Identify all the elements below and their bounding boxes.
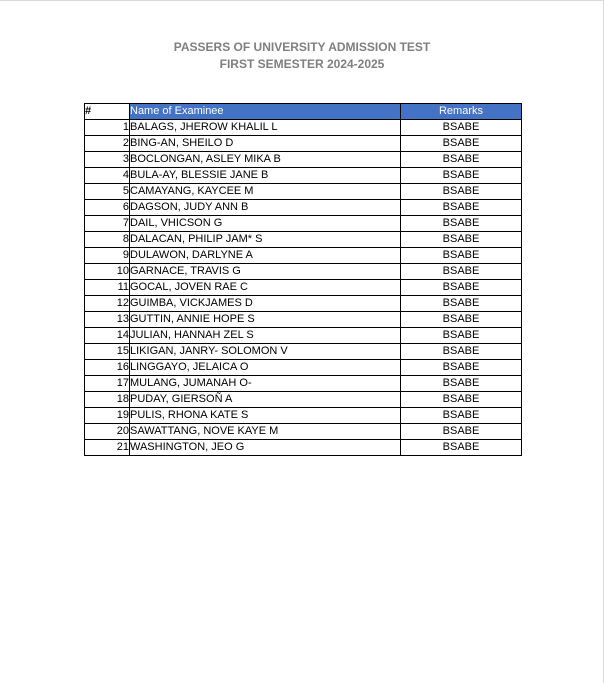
row-number: 18	[85, 392, 130, 408]
examinee-name: WASHINGTON, JEO G	[130, 440, 401, 456]
examinee-name: BULA-AY, BLESSIE JANE B	[130, 168, 401, 184]
row-number: 4	[85, 168, 130, 184]
examinee-remarks: BSABE	[401, 280, 522, 296]
examinee-name: GUTTIN, ANNIE HOPE S	[130, 312, 401, 328]
examinee-remarks: BSABE	[401, 200, 522, 216]
page-top-border	[0, 0, 604, 1]
table-row	[85, 360, 522, 376]
examinee-remarks: BSABE	[401, 264, 522, 280]
table-row	[85, 328, 522, 344]
table-row	[85, 424, 522, 440]
examinee-remarks: BSABE	[401, 328, 522, 344]
row-number: 13	[85, 312, 130, 328]
examinee-remarks: BSABE	[401, 424, 522, 440]
examinee-name: GARNACE, TRAVIS G	[130, 264, 401, 280]
examinee-name: DAGSON, JUDY ANN B	[130, 200, 401, 216]
row-number: 20	[85, 424, 130, 440]
table-row	[85, 392, 522, 408]
table-row	[85, 200, 522, 216]
examinee-remarks: BSABE	[401, 344, 522, 360]
table-row	[85, 312, 522, 328]
examinee-name: MULANG, JUMANAH O-	[130, 376, 401, 392]
examinee-name: PUDAY, GIERSOÑ A	[130, 392, 401, 408]
examinee-name: SAWATTANG, NOVE KAYE M	[130, 424, 401, 440]
examinee-remarks: BSABE	[401, 408, 522, 424]
table-row	[85, 152, 522, 168]
row-number: 10	[85, 264, 130, 280]
row-number: 9	[85, 248, 130, 264]
examinee-remarks: BSABE	[401, 168, 522, 184]
examinee-name: JULIAN, HANNAH ZEL S	[130, 328, 401, 344]
table-row	[85, 248, 522, 264]
examinee-remarks: BSABE	[401, 216, 522, 232]
title-line-2: FIRST SEMESTER 2024-2025	[219, 57, 385, 71]
examinee-remarks: BSABE	[401, 152, 522, 168]
examinee-name: LIKIGAN, JANRY- SOLOMON V	[130, 344, 401, 360]
examinee-remarks: BSABE	[401, 184, 522, 200]
title-line-1: PASSERS OF UNIVERSITY ADMISSION TEST	[173, 40, 431, 54]
row-number: 17	[85, 376, 130, 392]
row-number: 1	[85, 120, 130, 136]
examinee-name: CAMAYANG, KAYCEE M	[130, 184, 401, 200]
table-row	[85, 216, 522, 232]
row-number: 2	[85, 136, 130, 152]
examinee-name: BOCLONGAN, ASLEY MIKA B	[130, 152, 401, 168]
table-row	[85, 376, 522, 392]
examinee-remarks: BSABE	[401, 360, 522, 376]
examinee-name: DALACAN, PHILIP JAM* S	[130, 232, 401, 248]
table-row	[85, 280, 522, 296]
examinee-name: GUIMBA, VICKJAMES D	[130, 296, 401, 312]
table-row	[85, 264, 522, 280]
header-remarks: Remarks	[401, 104, 522, 120]
header-number: #	[85, 104, 130, 120]
row-number: 14	[85, 328, 130, 344]
examinee-remarks: BSABE	[401, 312, 522, 328]
examinee-name: GOCAL, JOVEN RAE C	[130, 280, 401, 296]
table-header	[85, 104, 522, 120]
row-number: 16	[85, 360, 130, 376]
examinee-remarks: BSABE	[401, 392, 522, 408]
table-row	[85, 296, 522, 312]
examinee-remarks: BSABE	[401, 120, 522, 136]
examinee-remarks: BSABE	[401, 136, 522, 152]
table-row	[85, 136, 522, 152]
row-number: 8	[85, 232, 130, 248]
examinee-name: DULAWON, DARLYNE A	[130, 248, 401, 264]
table-row	[85, 232, 522, 248]
row-number: 3	[85, 152, 130, 168]
examinee-name: PULIS, RHONA KATE S	[130, 408, 401, 424]
table-row	[85, 408, 522, 424]
table-body	[85, 120, 522, 456]
row-number: 12	[85, 296, 130, 312]
document-title	[0, 39, 604, 73]
examinee-remarks: BSABE	[401, 440, 522, 456]
header-row	[85, 104, 522, 120]
row-number: 5	[85, 184, 130, 200]
examinee-name: DAIL, VHICSON G	[130, 216, 401, 232]
examinee-remarks: BSABE	[401, 296, 522, 312]
examinee-name: BING-AN, SHEILO D	[130, 136, 401, 152]
examinee-name: BALAGS, JHEROW KHALIL L	[130, 120, 401, 136]
passers-table	[84, 103, 522, 456]
table-row	[85, 344, 522, 360]
examinee-remarks: BSABE	[401, 376, 522, 392]
header-name: Name of Examinee	[130, 104, 401, 120]
table-row	[85, 120, 522, 136]
row-number: 21	[85, 440, 130, 456]
examinee-remarks: BSABE	[401, 232, 522, 248]
row-number: 6	[85, 200, 130, 216]
row-number: 11	[85, 280, 130, 296]
examinee-name: LINGGAYO, JELAICA O	[130, 360, 401, 376]
examinee-remarks: BSABE	[401, 248, 522, 264]
table-row	[85, 168, 522, 184]
row-number: 7	[85, 216, 130, 232]
row-number: 19	[85, 408, 130, 424]
table-row	[85, 440, 522, 456]
row-number: 15	[85, 344, 130, 360]
table-row	[85, 184, 522, 200]
